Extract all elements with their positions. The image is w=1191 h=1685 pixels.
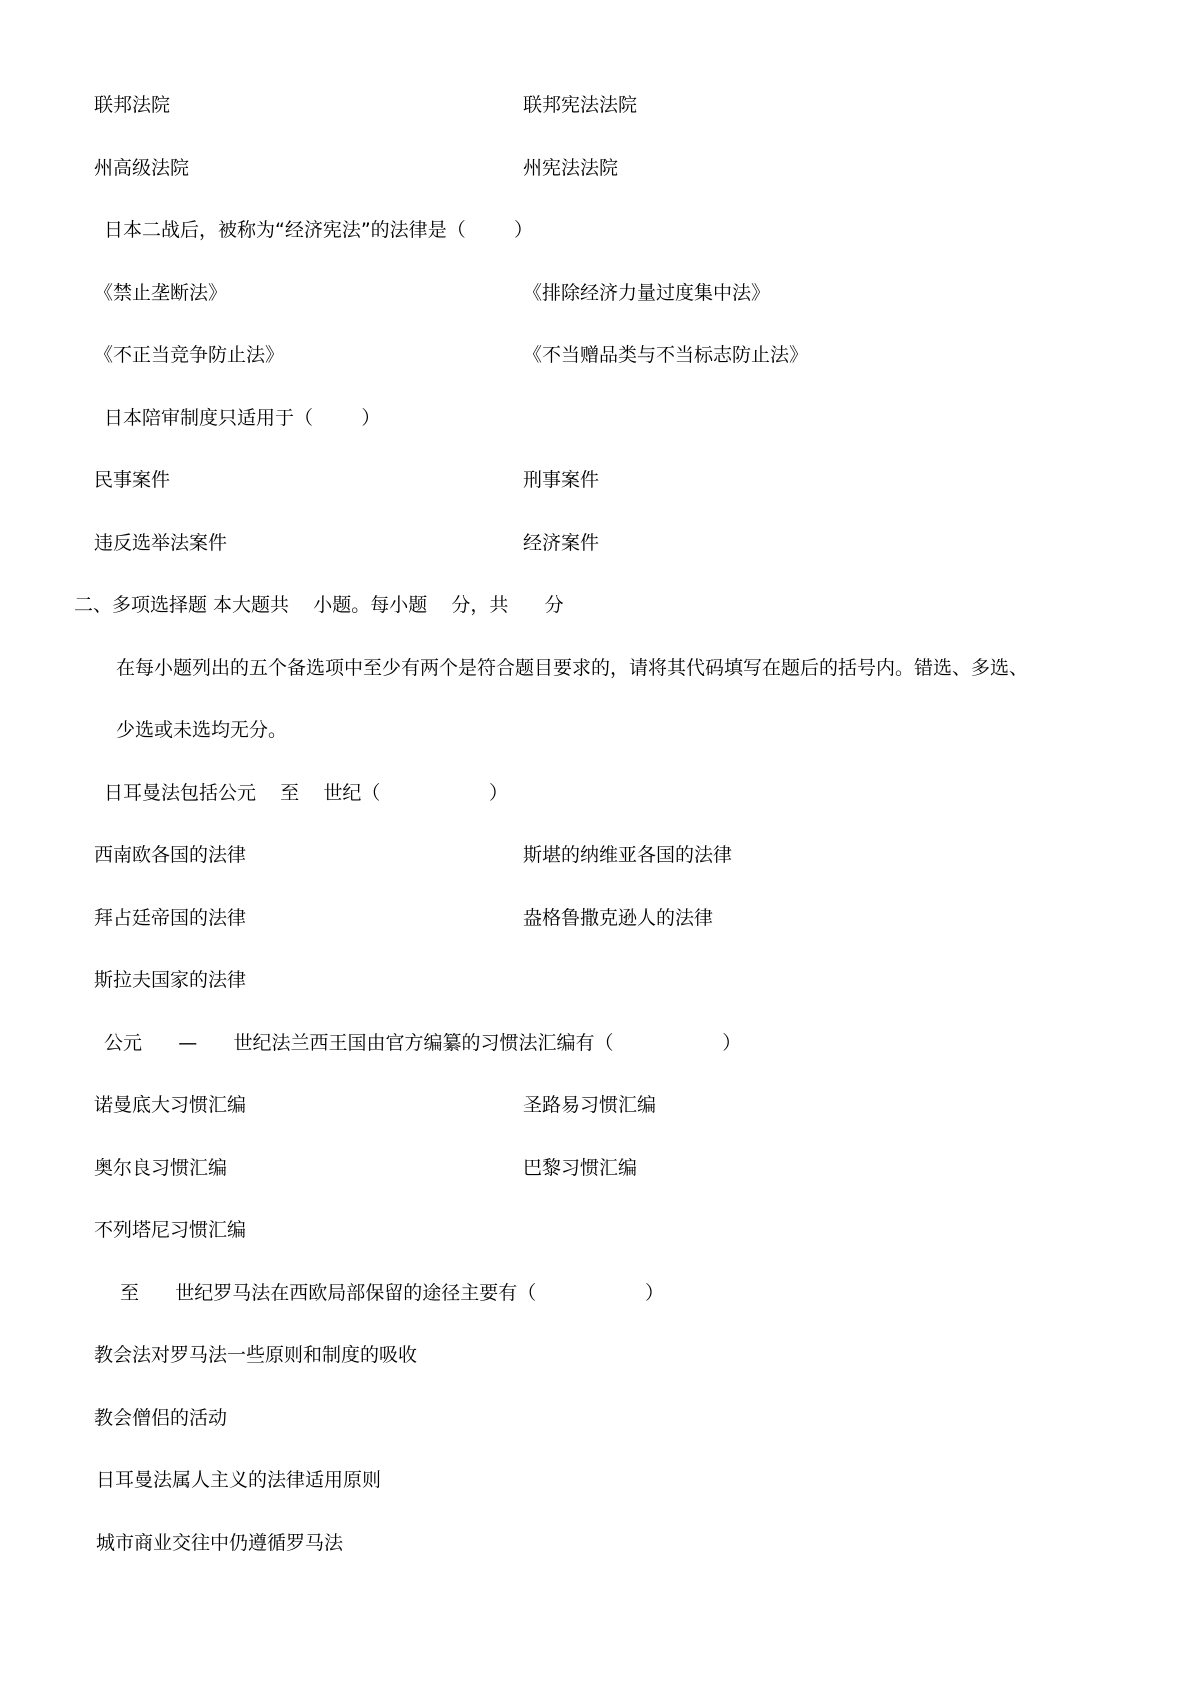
option-text: 州宪法法院 xyxy=(523,157,619,179)
option-text: 盎格鲁撒克逊人的法律 xyxy=(523,907,714,929)
option-text: 《排除经济力量过度集中法》 xyxy=(523,282,771,304)
section-instruction: 在每小题列出的五个备选项中至少有两个是符合题目要求的，请将其代码填写在题后的括号内。错选、多选、 xyxy=(116,657,1029,679)
option-text: 《不正当竞争防止法》 xyxy=(94,344,285,366)
option-text: 诺曼底大习惯汇编 xyxy=(94,1094,247,1116)
option-text: 日耳曼法属人主义的法律适用原则 xyxy=(96,1469,382,1491)
option-text: 斯堪的纳维亚各国的法律 xyxy=(523,844,733,866)
option-text: 西南欧各国的法律 xyxy=(94,844,247,866)
option-text: 联邦法院 xyxy=(94,94,171,116)
option-text: 教会僧侣的活动 xyxy=(94,1407,228,1429)
option-text: 教会法对罗马法一些原则和制度的吸收 xyxy=(94,1344,418,1366)
option-text: 联邦宪法法院 xyxy=(523,94,638,116)
option-text: 城市商业交往中仍遵循罗马法 xyxy=(96,1532,344,1554)
option-text: 经济案件 xyxy=(523,532,600,554)
option-text: 拜占廷帝国的法律 xyxy=(94,907,247,929)
section-heading: 二、多项选择题 本大题共 小题。每小题 分，共 分 xyxy=(74,594,564,616)
option-text: 斯拉夫国家的法律 xyxy=(94,969,247,991)
option-text: 奥尔良习惯汇编 xyxy=(94,1157,228,1179)
option-text: 州高级法院 xyxy=(94,157,190,179)
option-text: 圣路易习惯汇编 xyxy=(523,1094,657,1116)
option-text: 《禁止垄断法》 xyxy=(94,282,228,304)
option-text: 巴黎习惯汇编 xyxy=(523,1157,638,1179)
option-text: 《不当赠品类与不当标志防止法》 xyxy=(523,344,809,366)
option-text: 违反选举法案件 xyxy=(94,532,228,554)
option-text: 民事案件 xyxy=(94,469,171,491)
option-text: 刑事案件 xyxy=(523,469,600,491)
question-text: 至 世纪罗马法在西欧局部保留的途径主要有（ ） xyxy=(120,1282,664,1304)
question-text: 日本二战后，被称为“经济宪法”的法律是（ ） xyxy=(104,219,534,241)
question-text: 日本陪审制度只适用于（ ） xyxy=(104,407,381,429)
option-text: 不列塔尼习惯汇编 xyxy=(94,1219,247,1241)
section-instruction: 少选或未选均无分。 xyxy=(116,719,288,741)
question-text: 公元 — 世纪法兰西王国由官方编纂的习惯法汇编有（ ） xyxy=(104,1032,742,1054)
question-text: 日耳曼法包括公元 至 世纪（ ） xyxy=(104,782,509,804)
